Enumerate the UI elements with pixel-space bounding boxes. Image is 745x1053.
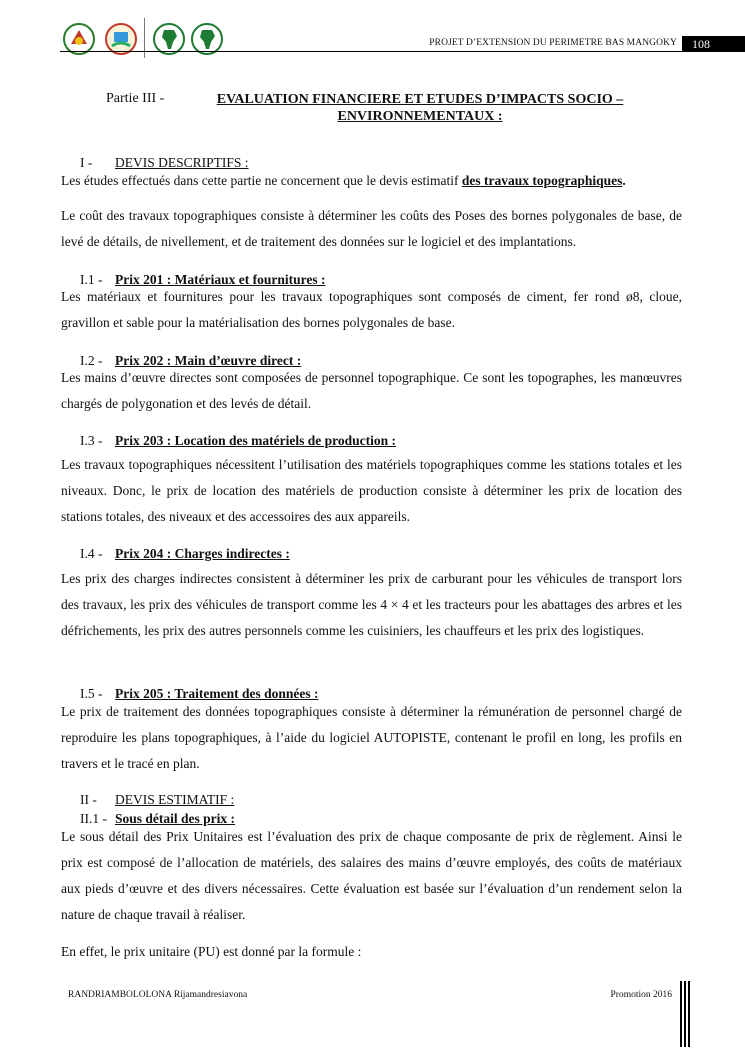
paragraph: Le sous détail des Prix Unitaires est l’évaluation des prix de chaque composante de prix de règlement. Ainsi le prix est composé de l’allocation de matériels, des salaires des mains d’œuvre employés, des coûts de matériaux aux pieds d’œuvre et des divers nécessaires. Cette évaluation est basée sur l’évaluation d’un rendement selon la nature de chaque travail à réaliser. xyxy=(61,829,682,922)
section-title: DEVIS DESCRIPTIFS : xyxy=(115,155,249,170)
paragraph: Les prix des charges indirectes consistent à déterminer les prix de carburant pour les véhicules de transport lors des travaux, les prix des véhicules de transport comme les 4 × 4 et les tracteurs pour les abattages des arbres et les défrichements, les prix des autres personnels comme les cuisiniers, les chauffeurs et les prix des logistiques. xyxy=(61,571,682,638)
subsection-heading: I.1 - Prix 201 : Matériaux et fournitures : xyxy=(80,272,326,287)
paragraph: Les mains d’œuvre directes sont composées de personnel topographique. Ce sont les topographes, les manœuvres chargés de polygonation et des levés de détail. xyxy=(61,370,682,411)
footer-author: RANDRIAMBOLOLONA Rijamandresiavona xyxy=(68,990,248,1000)
paragraph: Les études effectués dans cette partie ne concernent que le devis estimatif des travaux topographiques. xyxy=(61,173,626,188)
subsection-title: Prix 204 : Charges indirectes : xyxy=(115,546,290,561)
paragraph: Le coût des travaux topographiques consiste à déterminer les coûts des Poses des bornes polygonales de base, de levé de détails, de nivellement, et de traitement des données sur le logiciel et des implantations. xyxy=(61,208,682,249)
subsection-heading: I.3 - Prix 203 : Location des matériels de production : xyxy=(80,433,396,448)
subsection-heading: I.4 - Prix 204 : Charges indirectes : xyxy=(80,546,290,561)
subsection-heading: II.1 - Sous détail des prix : xyxy=(80,811,236,826)
section-title: DEVIS ESTIMATIF : xyxy=(115,792,235,807)
subsection-title: Sous détail des prix : xyxy=(115,811,236,826)
header-rule xyxy=(60,51,687,52)
subsection-title: Prix 203 : Location des matériels de production : xyxy=(115,433,396,448)
section-number: I - xyxy=(80,155,93,170)
part-title: EVALUATION FINANCIERE ET ETUDES D’IMPACTS SOCIO – ENVIRONNEMENTAUX : xyxy=(216,92,624,124)
footer-promotion: Promotion 2016 xyxy=(610,990,672,1000)
footer-decorative-bars xyxy=(680,981,692,1047)
header-title: PROJET D’EXTENSION DU PERIMETRE BAS MANGOKY xyxy=(429,38,677,48)
subsection-title: Prix 205 : Traitement des données : xyxy=(115,686,319,701)
subsection-heading: I.5 - Prix 205 : Traitement des données : xyxy=(80,686,319,701)
page-number: 108 xyxy=(682,36,745,52)
paragraph: Les matériaux et fournitures pour les travaux topographiques sont composés de ciment, fer rond ø8, cloue, gravillon et sable pour la matérialisation des bornes polygonales de base. xyxy=(61,289,682,330)
paragraph: En effet, le prix unitaire (PU) est donné par la formule : xyxy=(61,944,362,959)
section-heading: II - DEVIS ESTIMATIF : xyxy=(80,792,235,807)
subsection-title: Prix 202 : Main d’œuvre direct : xyxy=(115,353,302,368)
paragraph: Les travaux topographiques nécessitent l’utilisation des matériels topographiques comme les stations totales et les niveaux. Donc, le prix de location des matériels de production consiste à déterminer les prix de location des stations totales, des niveaux et des accessoires des aux appareils. xyxy=(61,457,682,524)
subsection-title: Prix 201 : Matériaux et fournitures : xyxy=(115,272,326,287)
paragraph: Le prix de traitement des données topographiques consiste à déterminer la rémunération de personnel chargé de reproduire les plans topographiques, à l’aide du logiciel AUTOPISTE, contenant le profil en long, les profils en travers et le tracé en plan. xyxy=(61,704,682,771)
part-label: Partie III - xyxy=(106,91,165,106)
bold-phrase: des travaux topographiques xyxy=(461,173,623,188)
subsection-heading: I.2 - Prix 202 : Main d’œuvre direct : xyxy=(80,353,302,368)
